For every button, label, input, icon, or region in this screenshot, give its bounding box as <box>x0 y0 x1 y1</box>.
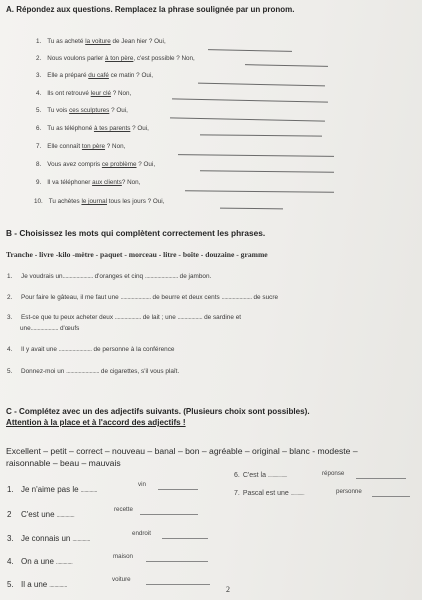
sentence-part: On a une <box>21 557 54 566</box>
item-number: 4. <box>7 346 13 353</box>
blank-dots: ............. <box>80 488 98 494</box>
sentence-part: C'est une <box>21 510 55 519</box>
underlined-phrase: aux clients <box>92 179 122 186</box>
question-row <box>36 179 140 186</box>
question-row <box>36 55 195 62</box>
sentence-part: Il y avait une <box>21 346 59 353</box>
sentence-part: Je n'aime pas le <box>21 485 79 494</box>
question-row <box>36 143 125 150</box>
blank-dots: .............. <box>72 537 91 543</box>
noun: vin <box>138 481 146 488</box>
underlined-phrase: à ton père <box>105 55 134 62</box>
blank-dots: ............. <box>55 560 73 566</box>
question-text-end: ? Non, <box>121 179 141 186</box>
fill-in-row <box>7 368 179 375</box>
blank-dots: ................. <box>267 473 288 479</box>
question-number: 7. <box>36 143 42 150</box>
underlined-phrase: à tes parents <box>93 125 131 132</box>
blank-dots: ............ <box>290 491 305 497</box>
sentence-part: de lait ; une <box>140 314 178 321</box>
adjective-list-line-1: Excellent – petit – correct – nouveau – banal – bon – agréable – original – blanc - modeste – <box>6 446 358 456</box>
question-row <box>36 72 153 79</box>
sentence-part: de beurre et deux cents <box>150 294 222 301</box>
section-a-title: A. Répondez aux questions. Remplacez la phrase soulignée par un pronom. <box>6 5 295 14</box>
item-number: 5. <box>7 580 14 589</box>
answer-line <box>172 98 328 102</box>
question-text: Il va téléphoner <box>47 179 93 186</box>
sentence-part: Je connais un <box>21 534 71 543</box>
blank-dots: .................. <box>177 314 203 321</box>
blank-line <box>140 514 198 515</box>
question-number: 2. <box>36 55 42 62</box>
question-number: 8. <box>36 161 42 168</box>
noun: maison <box>113 553 133 560</box>
section-b-title: B - Choisissez les mots qui complètent correctement les phrases. <box>6 228 266 238</box>
blank-line <box>162 538 208 539</box>
blank-dots: ................... <box>114 314 141 321</box>
underlined-phrase: la voiture <box>85 38 111 45</box>
sentence-part: d'oranges et cinq <box>92 273 145 280</box>
answer-line <box>220 208 283 210</box>
noun: endroit <box>132 530 151 537</box>
section-c-title: C - Complétez avec un des adjectifs suivants. (Plusieurs choix sont possibles). <box>6 407 310 416</box>
adjective-item <box>234 472 287 479</box>
adjective-item <box>7 580 67 589</box>
blank-dots: .................... <box>30 325 59 332</box>
question-text: Vous avez compris <box>47 161 102 168</box>
sentence-part: de personne à la conférence <box>91 346 175 353</box>
question-number: 10. <box>34 198 43 205</box>
blank-dots: ........................ <box>144 273 178 280</box>
sentence-part: Pascal est une <box>242 490 289 497</box>
blank-dots: ........................ <box>58 346 92 353</box>
question-text-end: , c'est possible ? Non, <box>133 55 195 62</box>
question-text: Tu as acheté <box>47 38 86 45</box>
item-number: 2. <box>7 294 13 301</box>
question-text-end: tous les jours ? Oui, <box>107 198 165 205</box>
sentence-part: Est-ce que tu peux acheter deux <box>21 314 115 321</box>
question-text: Tu achètes <box>48 198 82 205</box>
underlined-phrase: ton père <box>81 143 106 150</box>
question-row <box>36 125 149 132</box>
adjective-list-line-2: raisonnable – beau – mauvais <box>6 458 121 468</box>
underlined-phrase: leur clé <box>90 90 111 97</box>
answer-line <box>208 49 292 52</box>
fill-in-row <box>20 325 79 332</box>
question-text-end: ? Oui, <box>136 161 156 168</box>
sentence-part: d'œufs <box>58 325 80 332</box>
underlined-phrase: le journal <box>81 198 107 205</box>
blank-line <box>146 584 210 585</box>
question-text: Ils ont retrouvé <box>47 90 91 97</box>
sentence-part: de sucre <box>251 294 279 301</box>
blank-line <box>158 489 198 490</box>
noun: personne <box>336 488 362 495</box>
blank-dots: ........................ <box>66 368 100 375</box>
sentence-part: Je voudrais un <box>21 273 63 280</box>
question-number: 6. <box>36 125 42 132</box>
sentence-part: de sardine et <box>202 314 242 321</box>
fill-in-row <box>7 314 241 321</box>
question-text: Tu vois <box>47 107 70 114</box>
sentence-part: de cigarettes, s'il vous plaît. <box>99 368 180 375</box>
item-number: 4. <box>7 557 14 566</box>
answer-line <box>200 170 334 172</box>
noun: recette <box>114 506 133 513</box>
question-number: 5. <box>36 107 42 114</box>
fill-in-row <box>7 273 211 280</box>
item-number: 1. <box>7 273 13 280</box>
item-number: 6. <box>234 472 240 479</box>
fill-in-row <box>7 346 174 353</box>
blank-line <box>372 496 410 497</box>
blank-line <box>356 478 406 479</box>
question-text-end: ? Non, <box>110 90 132 97</box>
answer-line <box>200 134 322 136</box>
question-text-end: ce matin ? Oui, <box>108 72 153 79</box>
question-row <box>36 38 166 45</box>
question-text-end: ? Oui, <box>109 107 128 114</box>
sentence-part: Donnez-moi un <box>21 368 67 375</box>
question-row <box>36 107 128 114</box>
underlined-phrase: ces sculptures <box>69 107 110 114</box>
sentence-part: Il a une <box>21 580 48 589</box>
answer-line <box>198 83 325 87</box>
blank-dots: ...................... <box>62 273 93 280</box>
question-text-end: ? Oui, <box>130 125 149 132</box>
question-text: Nous voulons parler <box>47 55 106 62</box>
section-b-word-bank: Tranche - livre -kilo -mètre - paquet - morceau - litre - boîte - douzaine - gramme <box>6 250 268 259</box>
item-number: 3. <box>7 534 14 543</box>
sentence-part: une <box>20 325 31 332</box>
item-number: 2 <box>7 510 12 519</box>
sentence-part: C'est la <box>242 472 266 479</box>
adjective-item <box>7 534 90 543</box>
underlined-phrase: du café <box>88 72 109 79</box>
underlined-phrase: ce problème <box>101 161 137 168</box>
fill-in-row <box>7 294 278 301</box>
answer-line <box>185 190 334 193</box>
question-text: Elle connaît <box>47 143 82 150</box>
question-number: 1. <box>36 38 42 45</box>
blank-line <box>146 561 208 562</box>
answer-line <box>170 117 325 121</box>
question-row <box>34 198 164 205</box>
question-text-end: de Jean hier ? Oui, <box>110 38 166 45</box>
question-number: 4. <box>36 90 42 97</box>
item-number: 5. <box>7 368 13 375</box>
item-number: 1. <box>7 485 14 494</box>
blank-dots: .............. <box>49 583 67 589</box>
page-number: 2 <box>226 585 230 594</box>
adjective-item <box>7 557 72 566</box>
question-text: Elle a préparé <box>47 72 89 79</box>
question-text-end: ? Non, <box>105 143 126 150</box>
answer-line <box>178 154 334 157</box>
blank-dots: .............. <box>56 513 75 519</box>
question-number: 3. <box>36 72 42 79</box>
sentence-part: Pour faire le gâteau, il me faut une <box>21 294 121 301</box>
item-number: 3. <box>7 314 13 321</box>
blank-dots: ...................... <box>221 294 252 301</box>
section-c-subtitle: Attention à la place et à l'accord des adjectifs ! <box>6 418 186 427</box>
adjective-item <box>7 485 97 494</box>
blank-dots: ...................... <box>120 294 151 301</box>
adjective-item <box>7 510 74 519</box>
sentence-part: de jambon. <box>177 273 212 280</box>
answer-line <box>245 64 328 67</box>
noun: voiture <box>112 576 131 583</box>
question-row <box>36 90 131 97</box>
question-text: Tu as téléphoné <box>47 125 94 132</box>
question-number: 9. <box>36 179 42 186</box>
noun: réponse <box>322 470 345 477</box>
item-number: 7. <box>234 490 240 497</box>
question-row <box>36 161 155 168</box>
adjective-item <box>234 490 304 497</box>
